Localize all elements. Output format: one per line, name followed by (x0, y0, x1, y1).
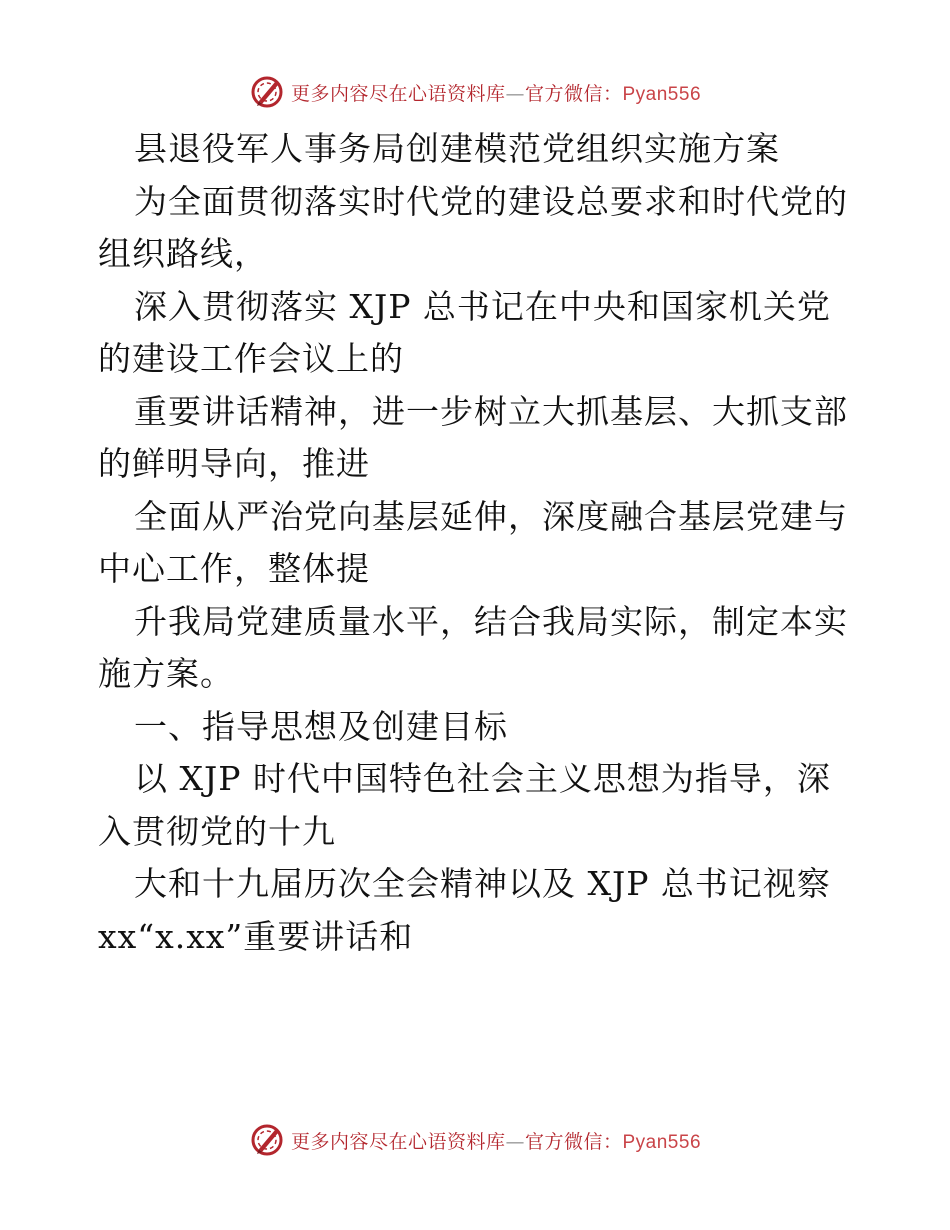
text-line: 县退役军人事务局创建模范党组织实施方案 (134, 129, 780, 168)
text-line: 以 XJP 时代中国特色社会主义思想为指导，深 (134, 759, 831, 798)
text-line: 的建设工作会议上的 (98, 339, 404, 378)
text-line: 入贯彻党的十九 (98, 811, 336, 851)
banner-wechat-id: Pyan556 (622, 83, 702, 105)
text-line: 中心工作，整体提 (98, 549, 370, 588)
banner-dash: — (505, 82, 525, 105)
text-line: 深入贯彻落实 XJP 总书记在中央和国家机关党 (134, 286, 831, 326)
banner-prefix: 更多内容尽在心语资料库 (290, 82, 506, 105)
banner-label: 官方微信： (524, 1130, 623, 1153)
footer-banner (0, 1118, 950, 1162)
banner-dash: — (505, 1130, 525, 1153)
banner-text (291, 79, 701, 106)
document-body (98, 123, 858, 963)
text-line: 升我局党建质量水平，结合我局实际，制定本实 (134, 601, 848, 641)
text-line: 的鲜明导向，推进 (98, 444, 370, 483)
text-line: 全面从严治党向基层延伸，深度融合基层党建与 (134, 496, 848, 536)
text-line: 组织路线， (98, 234, 268, 273)
text-line: 为全面贯彻落实时代党的建设总要求和时代党的 (134, 181, 848, 221)
header-banner (0, 70, 950, 114)
banner-label: 官方微信： (524, 82, 623, 105)
text-line: 重要讲话精神，进一步树立大抓基层、大抓支部 (134, 391, 848, 431)
text-line: 大和十九届历次全会精神以及 XJP 总书记视察 (134, 864, 831, 903)
banner-prefix: 更多内容尽在心语资料库 (290, 1130, 506, 1153)
pen-logo-icon (249, 1122, 285, 1158)
text-line: xx“x.xx”重要讲话和 (98, 916, 414, 956)
text-line: 施方案。 (98, 654, 234, 693)
text-line: 一、指导思想及创建目标 (134, 706, 508, 746)
banner-wechat-id: Pyan556 (622, 1131, 702, 1153)
banner-text (291, 1127, 701, 1154)
pen-logo-icon (249, 74, 285, 110)
